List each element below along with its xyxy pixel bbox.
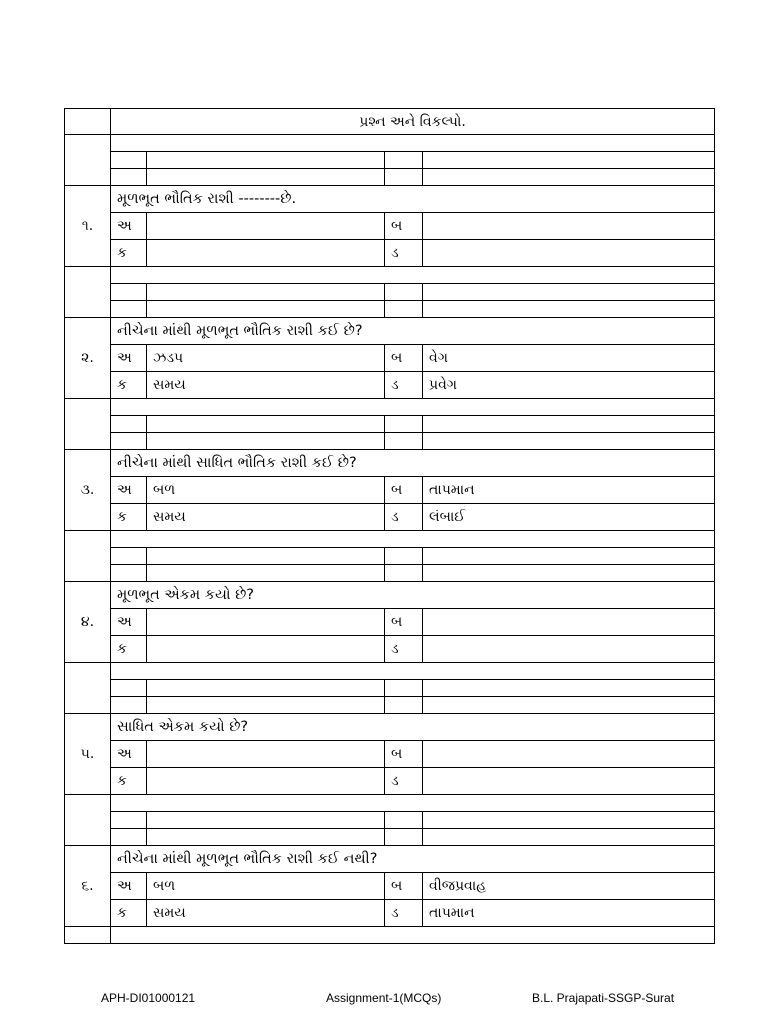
spacer-cell: [147, 416, 385, 433]
spacer-cell: [423, 152, 715, 169]
question-row: [65, 714, 715, 741]
spacer-cell: [385, 697, 423, 714]
option-label: ક: [111, 768, 147, 795]
number-header-cell: [65, 109, 111, 135]
option-label: ડ: [385, 900, 423, 927]
option-text: [147, 741, 385, 768]
option-text: [423, 768, 715, 795]
option-label: ડ: [385, 504, 423, 531]
spacer-cell: [111, 548, 147, 565]
option-row: [65, 873, 715, 900]
question-text: નીચેના માંથી મૂળભૂત ભૌતિક રાશી કઈ નથી?: [111, 846, 715, 873]
spacer-cell: [385, 301, 423, 318]
option-row: [65, 477, 715, 504]
spacer-row: [65, 795, 715, 812]
option-label: ક: [111, 240, 147, 267]
option-label: અ: [111, 345, 147, 372]
spacer-cell: [111, 795, 715, 812]
spacer-cell: [111, 135, 715, 152]
option-text: [423, 609, 715, 636]
spacer-cell: [147, 169, 385, 186]
spacer-cell: [147, 548, 385, 565]
option-label: બ: [385, 477, 423, 504]
spacer-row: [65, 663, 715, 680]
option-text: [147, 636, 385, 663]
spacer-cell: [111, 433, 147, 450]
question-table: [64, 108, 715, 944]
spacer-cell: [385, 680, 423, 697]
question-number: ૩.: [65, 450, 111, 531]
question-text: મૂળભૂત એકમ કયો છે?: [111, 582, 715, 609]
spacer-cell: [111, 531, 715, 548]
option-row: [65, 636, 715, 663]
question-row: [65, 450, 715, 477]
spacer-cell: [147, 433, 385, 450]
spacer-cell: [385, 169, 423, 186]
spacer-cell: [385, 829, 423, 846]
spacer-cell: [111, 697, 147, 714]
option-label: ક: [111, 504, 147, 531]
option-text: સમય: [147, 372, 385, 399]
spacer-number-cell: [65, 663, 111, 714]
footer-assignment-title: Assignment-1(MCQs): [326, 991, 442, 1005]
option-label: અ: [111, 609, 147, 636]
option-label: ક: [111, 372, 147, 399]
option-row: [65, 900, 715, 927]
spacer-row: [65, 829, 715, 846]
spacer-cell: [385, 548, 423, 565]
spacer-cell: [423, 416, 715, 433]
spacer-row: [65, 697, 715, 714]
option-label: અ: [111, 477, 147, 504]
option-text: તાપમાન: [423, 477, 715, 504]
option-text: વીજપ્રવાહ: [423, 873, 715, 900]
spacer-row: [65, 152, 715, 169]
spacer-cell: [423, 548, 715, 565]
spacer-number-cell: [65, 267, 111, 318]
option-label: બ: [385, 741, 423, 768]
spacer-cell: [385, 812, 423, 829]
option-text: પ્રવેગ: [423, 372, 715, 399]
spacer-cell: [385, 565, 423, 582]
spacer-cell: [423, 169, 715, 186]
spacer-row: [65, 812, 715, 829]
option-label: બ: [385, 213, 423, 240]
table-end-row: [65, 927, 715, 944]
spacer-row: [65, 267, 715, 284]
spacer-cell: [111, 267, 715, 284]
option-text: વેગ: [423, 345, 715, 372]
option-text: લંબાઈ: [423, 504, 715, 531]
option-label: બ: [385, 873, 423, 900]
option-label: બ: [385, 609, 423, 636]
spacer-cell: [423, 301, 715, 318]
spacer-row: [65, 169, 715, 186]
spacer-cell: [147, 812, 385, 829]
footer-author: B.L. Prajapati-SSGP-Surat: [532, 991, 675, 1005]
option-label: અ: [111, 213, 147, 240]
option-label: અ: [111, 873, 147, 900]
spacer-cell: [111, 284, 147, 301]
option-text: સમય: [147, 504, 385, 531]
question-row: [65, 186, 715, 213]
spacer-cell: [423, 433, 715, 450]
spacer-cell: [385, 152, 423, 169]
option-label: બ: [385, 345, 423, 372]
option-text: [147, 213, 385, 240]
spacer-row: [65, 284, 715, 301]
spacer-row: [65, 680, 715, 697]
option-row: [65, 504, 715, 531]
option-label: અ: [111, 741, 147, 768]
spacer-cell: [147, 829, 385, 846]
spacer-cell: [147, 697, 385, 714]
spacer-cell: [111, 399, 715, 416]
option-text: બળ: [147, 873, 385, 900]
option-label: ડ: [385, 240, 423, 267]
spacer-cell: [147, 152, 385, 169]
spacer-cell: [423, 697, 715, 714]
spacer-cell: [147, 680, 385, 697]
spacer-cell: [147, 284, 385, 301]
spacer-row: [65, 399, 715, 416]
option-text: [147, 240, 385, 267]
option-label: ડ: [385, 636, 423, 663]
spacer-cell: [111, 152, 147, 169]
question-text: સાધિત એકમ કયો છે?: [111, 714, 715, 741]
spacer-cell: [423, 565, 715, 582]
spacer-cell: [423, 829, 715, 846]
question-text: નીચેના માંથી મૂળભૂત ભૌતિક રાશી કઈ છે?: [111, 318, 715, 345]
option-row: [65, 213, 715, 240]
question-text: મૂળભૂત ભૌતિક રાશી --------છે.: [111, 186, 715, 213]
spacer-cell: [423, 680, 715, 697]
spacer-cell: [111, 680, 147, 697]
spacer-row: [65, 531, 715, 548]
option-label: ડ: [385, 372, 423, 399]
question-number: ૨.: [65, 318, 111, 399]
spacer-row: [65, 548, 715, 565]
option-row: [65, 345, 715, 372]
option-text: તાપમાન: [423, 900, 715, 927]
question-row: [65, 846, 715, 873]
question-row: [65, 582, 715, 609]
question-number: ૬.: [65, 846, 111, 927]
option-text: સમય: [147, 900, 385, 927]
option-text: [147, 768, 385, 795]
option-text: [423, 741, 715, 768]
option-text: ઝડપ: [147, 345, 385, 372]
spacer-cell: [111, 812, 147, 829]
spacer-row: [65, 135, 715, 152]
spacer-cell: [111, 301, 147, 318]
option-label: ક: [111, 636, 147, 663]
spacer-row: [65, 565, 715, 582]
option-row: [65, 768, 715, 795]
option-text: [423, 213, 715, 240]
footer-document-code: APH-DI01000121: [101, 991, 196, 1005]
question-row: [65, 318, 715, 345]
question-text: નીચેના માંથી સાધિત ભૌતિક રાશી કઈ છે?: [111, 450, 715, 477]
spacer-number-cell: [65, 531, 111, 582]
spacer-cell: [423, 812, 715, 829]
option-text: [423, 240, 715, 267]
option-text: બળ: [147, 477, 385, 504]
option-row: [65, 609, 715, 636]
question-number: ૫.: [65, 714, 111, 795]
spacer-number-cell: [65, 135, 111, 186]
spacer-cell: [111, 663, 715, 680]
spacer-row: [65, 301, 715, 318]
spacer-cell: [111, 829, 147, 846]
question-number: ૪.: [65, 582, 111, 663]
option-row: [65, 372, 715, 399]
spacer-number-cell: [65, 399, 111, 450]
spacer-number-cell: [65, 795, 111, 846]
spacer-cell: [385, 284, 423, 301]
spacer-cell: [385, 416, 423, 433]
question-number: ૧.: [65, 186, 111, 267]
spacer-cell: [111, 565, 147, 582]
end-number-cell: [65, 927, 111, 944]
spacer-row: [65, 416, 715, 433]
table-header: પ્રશ્ન અને વિકલ્પો.: [111, 109, 715, 135]
spacer-cell: [111, 416, 147, 433]
spacer-cell: [147, 301, 385, 318]
spacer-row: [65, 433, 715, 450]
option-row: [65, 741, 715, 768]
option-label: ડ: [385, 768, 423, 795]
option-row: [65, 240, 715, 267]
end-cell: [111, 927, 715, 944]
spacer-cell: [423, 284, 715, 301]
option-label: ક: [111, 900, 147, 927]
spacer-cell: [111, 169, 147, 186]
option-text: [423, 636, 715, 663]
option-text: [147, 609, 385, 636]
spacer-cell: [147, 565, 385, 582]
spacer-cell: [385, 433, 423, 450]
